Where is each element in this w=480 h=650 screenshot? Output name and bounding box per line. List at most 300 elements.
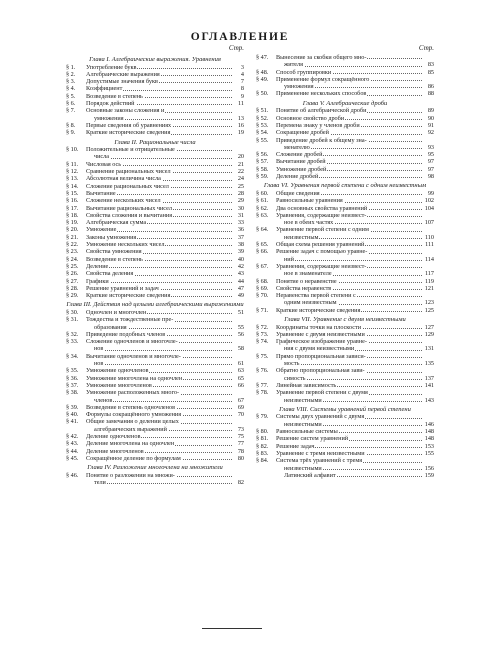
page-number <box>422 54 434 61</box>
page-number: 61 <box>237 360 244 368</box>
section-number: § 68. <box>256 277 269 285</box>
toc-entry[interactable] <box>256 166 434 173</box>
page-number: 36 <box>237 226 244 234</box>
page-number: 89 <box>427 107 434 115</box>
section-title: Понятие об алгебраической дроби <box>276 107 367 115</box>
toc-entry[interactable] <box>66 146 244 153</box>
section-number: § 30. <box>66 308 79 316</box>
section-title: Система трёх уравнений с тремя <box>276 457 363 465</box>
toc-entry[interactable] <box>256 443 434 450</box>
section-title: Умножение расположенных много- <box>86 389 180 397</box>
toc-entry[interactable] <box>256 151 434 158</box>
page-number: 93 <box>427 143 434 151</box>
toc-entry[interactable] <box>256 61 434 68</box>
page-number: 141 <box>424 381 434 389</box>
section-number: § 81. <box>256 435 269 443</box>
toc-entry[interactable] <box>256 382 434 389</box>
page-number: 65 <box>237 374 244 382</box>
section-title: менателю <box>284 143 310 151</box>
section-number: § 63. <box>256 211 269 219</box>
section-title: Графики <box>86 277 109 285</box>
page-number: 153 <box>424 442 434 450</box>
toc-entry[interactable] <box>66 375 244 382</box>
toc-entry[interactable] <box>66 270 244 277</box>
toc-entry[interactable] <box>256 278 434 285</box>
section-title: ний <box>284 255 294 263</box>
section-number: § 74. <box>256 338 269 346</box>
section-number: § 8. <box>66 121 76 129</box>
section-title: Возведение в степень <box>86 92 143 100</box>
toc-entry[interactable] <box>256 54 434 61</box>
section-title: Употребление букв <box>86 63 137 71</box>
toc-entry[interactable] <box>256 450 434 457</box>
toc-entry[interactable] <box>66 411 244 418</box>
toc-entry[interactable] <box>66 309 244 316</box>
toc-entry[interactable] <box>256 324 434 331</box>
section-title: Умножение многочлена на одночлен <box>86 374 183 382</box>
toc-entry[interactable] <box>66 122 244 129</box>
page-number: 129 <box>424 330 434 338</box>
section-number: § 70. <box>256 292 269 300</box>
chapter-heading: Глава I. Алгебраические выражения. Уравнения <box>89 56 221 63</box>
page-number: 8 <box>240 85 244 93</box>
page-number: 22 <box>237 168 244 176</box>
section-number: § 21. <box>66 233 79 241</box>
toc-entry[interactable] <box>66 331 244 338</box>
page-number <box>422 263 434 270</box>
section-number: § 17. <box>66 204 79 212</box>
page-number: 155 <box>424 449 434 457</box>
toc-entry[interactable] <box>66 292 244 299</box>
section-title: Возведение в степень одночленов <box>86 403 176 411</box>
section-number: § 16. <box>66 197 79 205</box>
section-number: § 78. <box>256 389 269 397</box>
section-title: Краткие исторические сведения <box>86 129 171 137</box>
page-number: 92 <box>427 129 434 137</box>
toc-entry[interactable] <box>66 263 244 270</box>
page-number: 80 <box>237 454 244 462</box>
toc-entry[interactable] <box>256 226 434 233</box>
section-number: § 49. <box>256 75 269 83</box>
toc-entry[interactable] <box>256 389 434 396</box>
page-number: 97 <box>427 165 434 173</box>
section-number: § 4. <box>66 85 76 93</box>
toc-entry[interactable] <box>66 360 244 367</box>
section-title: Возведение в степень <box>86 255 143 263</box>
toc-entry[interactable] <box>256 397 434 404</box>
section-title: мость <box>284 360 300 368</box>
toc-entry[interactable] <box>66 389 244 396</box>
section-title: тели <box>94 479 106 487</box>
page-number: 58 <box>237 345 244 353</box>
section-title: неизвестными <box>284 420 322 428</box>
section-title: Основное свойство дроби <box>276 114 345 122</box>
toc-entry[interactable] <box>66 241 244 248</box>
section-number: § 77. <box>256 381 269 389</box>
page-number <box>232 353 244 360</box>
toc-entry[interactable] <box>66 219 244 226</box>
toc-entry[interactable] <box>66 175 244 182</box>
page-number: 25 <box>237 182 244 190</box>
section-title: Формулы сокращённого умножения <box>86 411 182 419</box>
toc-entry[interactable] <box>256 83 434 90</box>
section-title: ное в обеих частях <box>284 219 334 227</box>
section-title: ное в знаменателе <box>284 270 332 278</box>
page-number: 24 <box>237 175 244 183</box>
section-number: § 15. <box>66 189 79 197</box>
toc-entry[interactable] <box>66 85 244 92</box>
section-title: Решение задач с помощью уравне- <box>276 248 368 256</box>
toc-entry[interactable] <box>256 465 434 472</box>
section-title: Приведение подобных членов <box>86 330 166 338</box>
toc-entry[interactable] <box>66 316 244 323</box>
section-number: § 72. <box>256 323 269 331</box>
toc-entry[interactable] <box>256 173 434 180</box>
section-title: симость <box>284 374 306 382</box>
section-title: Умножение многочленов <box>86 381 152 389</box>
section-title: Латинский алфавит <box>284 471 336 479</box>
section-title: Применение формул сокращённого <box>276 75 370 83</box>
section-number: § 71. <box>256 306 269 314</box>
section-number: § 13. <box>66 175 79 183</box>
page-number: 114 <box>424 255 434 263</box>
toc-entry[interactable] <box>66 93 244 100</box>
toc-entry[interactable] <box>66 64 244 71</box>
toc-entry[interactable] <box>256 122 434 129</box>
section-title: Умножение <box>86 226 117 234</box>
section-number: § 1. <box>66 63 76 71</box>
section-title: жителя <box>284 61 303 69</box>
page-number: 97 <box>427 158 434 166</box>
toc-entry[interactable] <box>256 428 434 435</box>
section-title: нов <box>94 345 104 353</box>
section-number: § 53. <box>256 121 269 129</box>
toc-entry[interactable] <box>256 353 434 360</box>
section-title: Краткие исторические сведения <box>86 292 171 300</box>
section-title: Деление одночленов <box>86 433 141 441</box>
section-number: § 25. <box>66 262 79 270</box>
toc-entry[interactable] <box>66 226 244 233</box>
page-number: 47 <box>237 284 244 292</box>
toc-entry[interactable] <box>66 183 244 190</box>
page-number <box>232 107 244 114</box>
section-title: Линейная зависимость <box>276 381 337 389</box>
toc-entry[interactable] <box>66 382 244 389</box>
page-number: 16 <box>237 121 244 129</box>
page-number: 77 <box>237 440 244 448</box>
toc-entry[interactable] <box>66 418 244 425</box>
section-number: § 10. <box>66 146 79 154</box>
section-number: § 51. <box>256 107 269 115</box>
section-number: § 36. <box>66 374 79 382</box>
page-number: 143 <box>424 396 434 404</box>
section-number: § 76. <box>256 367 269 375</box>
toc-entry[interactable] <box>66 78 244 85</box>
toc-entry[interactable] <box>256 360 434 367</box>
section-number: § 35. <box>66 367 79 375</box>
section-title: Законы умножения <box>86 233 137 241</box>
page-number: 131 <box>424 345 434 353</box>
section-number: § 7. <box>66 107 76 115</box>
toc-entry[interactable] <box>66 71 244 78</box>
section-number: § 12. <box>66 168 79 176</box>
section-title: Сложение дробей <box>276 151 323 159</box>
page-number: 43 <box>237 270 244 278</box>
page-number: 83 <box>427 61 434 69</box>
page-number <box>422 137 434 144</box>
page-number: 82 <box>237 479 244 487</box>
toc-entry[interactable] <box>256 76 434 83</box>
section-title: Решение уравнений и задач <box>86 284 159 292</box>
section-title: Равносильные уравнения <box>276 197 343 205</box>
section-title: Два основных свойства уравнений <box>276 204 368 212</box>
page-number: 9 <box>240 92 244 100</box>
section-title: Решение задач <box>276 442 315 450</box>
page-number: 88 <box>427 90 434 98</box>
toc-entry[interactable] <box>66 115 244 122</box>
toc-entry[interactable] <box>256 219 434 226</box>
toc-entry[interactable] <box>256 292 434 299</box>
section-number: § 75. <box>256 352 269 360</box>
toc-entry[interactable] <box>256 263 434 270</box>
page-number <box>232 146 244 153</box>
chapter-heading: Глава VII. Уравнение с двумя неизвестными <box>284 315 406 323</box>
toc-entry[interactable] <box>256 241 434 248</box>
toc-entry[interactable] <box>66 212 244 219</box>
toc-entry[interactable] <box>256 457 434 464</box>
section-title: Неравенства первой степени с <box>276 292 356 300</box>
toc-entry[interactable] <box>256 345 434 352</box>
section-title: неизвестным <box>284 233 319 241</box>
toc-entry[interactable] <box>256 472 434 479</box>
page-number: 37 <box>237 233 244 241</box>
toc-entry[interactable] <box>256 212 434 219</box>
page-number: 51 <box>237 308 244 316</box>
toc-entry[interactable] <box>66 479 244 486</box>
page-number: 117 <box>424 270 434 278</box>
toc-entry[interactable] <box>256 90 434 97</box>
toc-entry[interactable] <box>66 440 244 447</box>
section-number: § 39. <box>66 403 79 411</box>
section-number: § 2. <box>66 70 76 78</box>
section-title: Сокращённое деление по формулам <box>86 454 181 462</box>
section-title: Деление многочленов <box>86 447 144 455</box>
page-number: 40 <box>237 255 244 263</box>
section-title: Коэффициент <box>86 85 123 93</box>
toc-entry[interactable] <box>66 107 244 114</box>
page-number: 21 <box>237 160 244 168</box>
toc-entry[interactable] <box>66 256 244 263</box>
section-number: § 34. <box>66 352 79 360</box>
page-number: 39 <box>237 248 244 256</box>
section-title: ния с двумя неизвестными <box>284 345 355 353</box>
toc-entry[interactable] <box>256 107 434 114</box>
toc-entry[interactable] <box>66 168 244 175</box>
toc-entry[interactable] <box>256 285 434 292</box>
toc-entry[interactable] <box>256 270 434 277</box>
section-number: § 19. <box>66 219 79 227</box>
section-title: Вынесение за скобки общего мно- <box>276 54 367 61</box>
toc-entry[interactable] <box>66 129 244 136</box>
toc-entry[interactable] <box>256 331 434 338</box>
page-column-header: Стр. <box>418 44 434 52</box>
toc-entry[interactable] <box>66 472 244 479</box>
toc-entry[interactable] <box>256 190 434 197</box>
section-title: одним неизвестным <box>284 299 337 307</box>
toc-entry[interactable] <box>66 248 244 255</box>
section-number: § 46. <box>66 471 79 479</box>
section-title: Равносильные системы <box>276 428 338 436</box>
page-number: 125 <box>424 306 434 314</box>
section-title: Решение систем уравнений <box>276 435 349 443</box>
section-title: Положительные и отрицательные <box>86 146 175 154</box>
toc-entry[interactable] <box>256 367 434 374</box>
toc-entry[interactable] <box>256 137 434 144</box>
section-number: § 32. <box>66 330 79 338</box>
page-number: 121 <box>424 284 434 292</box>
toc-entry[interactable] <box>256 256 434 263</box>
toc-entry[interactable] <box>66 426 244 433</box>
section-title: Сложение нескольких чисел <box>86 197 161 205</box>
page-number: 67 <box>237 396 244 404</box>
toc-entry[interactable] <box>66 338 244 345</box>
section-number: § 48. <box>256 68 269 76</box>
page-number: 56 <box>237 330 244 338</box>
toc-entry[interactable] <box>256 144 434 151</box>
toc-entry[interactable] <box>66 353 244 360</box>
toc-entry[interactable] <box>66 345 244 352</box>
page-number: 146 <box>424 420 434 428</box>
section-title: алгебраических выражений <box>94 425 167 433</box>
toc-entry[interactable] <box>66 197 244 204</box>
section-number: § 24. <box>66 255 79 263</box>
toc-entry[interactable] <box>66 278 244 285</box>
page-number <box>422 212 434 219</box>
section-title: числа <box>94 153 110 161</box>
toc-entry[interactable] <box>256 129 434 136</box>
toc-entry[interactable] <box>66 324 244 331</box>
section-number: § 33. <box>66 338 79 346</box>
section-title: Умножение одночленов <box>86 367 149 375</box>
page-number: 85 <box>427 68 434 76</box>
chapter-heading: Глава III. Действия над целыми алгебраическими выражениями <box>66 301 244 309</box>
toc-entry[interactable] <box>66 404 244 411</box>
toc-entry[interactable] <box>66 190 244 197</box>
section-number: § 42. <box>66 433 79 441</box>
toc-entry[interactable] <box>66 433 244 440</box>
toc-entry[interactable] <box>66 397 244 404</box>
page-number: 11 <box>238 100 244 108</box>
section-number: § 69. <box>256 284 269 292</box>
toc-entry[interactable] <box>66 100 244 107</box>
page-number <box>422 457 434 464</box>
toc-entry[interactable] <box>66 448 244 455</box>
toc-entry[interactable] <box>256 338 434 345</box>
page-number: 75 <box>237 433 244 441</box>
section-number: § 80. <box>256 428 269 436</box>
toc-entry[interactable] <box>256 234 434 241</box>
section-title: Системы двух уравнений с двумя <box>276 413 365 421</box>
section-number: § 66. <box>256 248 269 256</box>
section-title: Умножение дробей <box>276 165 327 173</box>
page-number: 127 <box>424 323 434 331</box>
section-title: Уравнения, содержащие неизвест- <box>276 211 367 219</box>
page-number: 44 <box>237 277 244 285</box>
toc-entry[interactable] <box>256 299 434 306</box>
toc-entry[interactable] <box>256 197 434 204</box>
page-number: 19 <box>237 129 244 137</box>
toc-list-left <box>66 56 244 486</box>
toc-entry[interactable] <box>256 413 434 420</box>
chapter-heading: Глава VI. Уравнения первой степени с одним неизвестным <box>263 182 427 190</box>
toc-entry[interactable] <box>66 161 244 168</box>
toc-entry[interactable] <box>256 421 434 428</box>
section-title: Алгебраические выражения <box>86 70 160 78</box>
toc-entry[interactable] <box>256 205 434 212</box>
page-number: 111 <box>425 241 434 249</box>
page-number: 3 <box>240 63 244 71</box>
page-number <box>422 389 434 396</box>
page-number: 107 <box>424 219 434 227</box>
section-title: Деление дробей <box>276 173 319 181</box>
toc-entry[interactable] <box>256 375 434 382</box>
page-number <box>422 338 434 345</box>
section-title: Обратно пропорциональная зави- <box>276 367 365 375</box>
page-number: 70 <box>237 411 244 419</box>
toc-entry[interactable] <box>66 205 244 212</box>
section-title: Уравнения, содержащие неизвест- <box>276 262 367 270</box>
toc-entry[interactable] <box>66 234 244 241</box>
toc-entry[interactable] <box>256 69 434 76</box>
section-number: § 23. <box>66 248 79 256</box>
page-number: 4 <box>240 70 244 78</box>
section-title: Допустимые значения букв <box>86 78 158 86</box>
section-number: § 43. <box>66 440 79 448</box>
section-number: § 44. <box>66 447 79 455</box>
section-title: Сложение рациональных чисел <box>86 182 169 190</box>
toc-entry[interactable] <box>256 158 434 165</box>
toc-entry[interactable] <box>66 285 244 292</box>
page-number <box>422 76 434 83</box>
page-number: 31 <box>237 211 244 219</box>
toc-entry[interactable] <box>256 435 434 442</box>
section-title: Приведение дробей к общему зна- <box>276 136 367 144</box>
section-title: Свойства сложения и вычитания <box>86 211 173 219</box>
toc-entry[interactable] <box>256 248 434 255</box>
toc-list-right <box>256 54 434 479</box>
section-title: Сравнение рациональных чисел <box>86 168 171 176</box>
section-number: § 9. <box>66 129 76 137</box>
toc-entry[interactable] <box>256 307 434 314</box>
toc-entry[interactable] <box>66 153 244 160</box>
section-title: Перемена знаку у членов дроби <box>276 121 360 129</box>
toc-entry[interactable] <box>66 367 244 374</box>
section-title: Графическое изображение уравне- <box>276 338 367 346</box>
section-title: неизвестными <box>284 396 322 404</box>
page-number: 29 <box>237 197 244 205</box>
section-number: § 28. <box>66 284 79 292</box>
chapter-heading: Глава IV. Разложение многочлена на множители <box>87 464 223 472</box>
page-number: 38 <box>237 241 244 249</box>
section-title: Краткие исторические сведения <box>276 306 361 314</box>
section-title: Первые сведения об уравнениях <box>86 121 172 129</box>
page-number: 78 <box>237 447 244 455</box>
page-number: 104 <box>424 204 434 212</box>
toc-entry[interactable] <box>256 115 434 122</box>
page-number <box>232 472 244 479</box>
toc-entry[interactable] <box>66 455 244 462</box>
page-number: 33 <box>237 219 244 227</box>
